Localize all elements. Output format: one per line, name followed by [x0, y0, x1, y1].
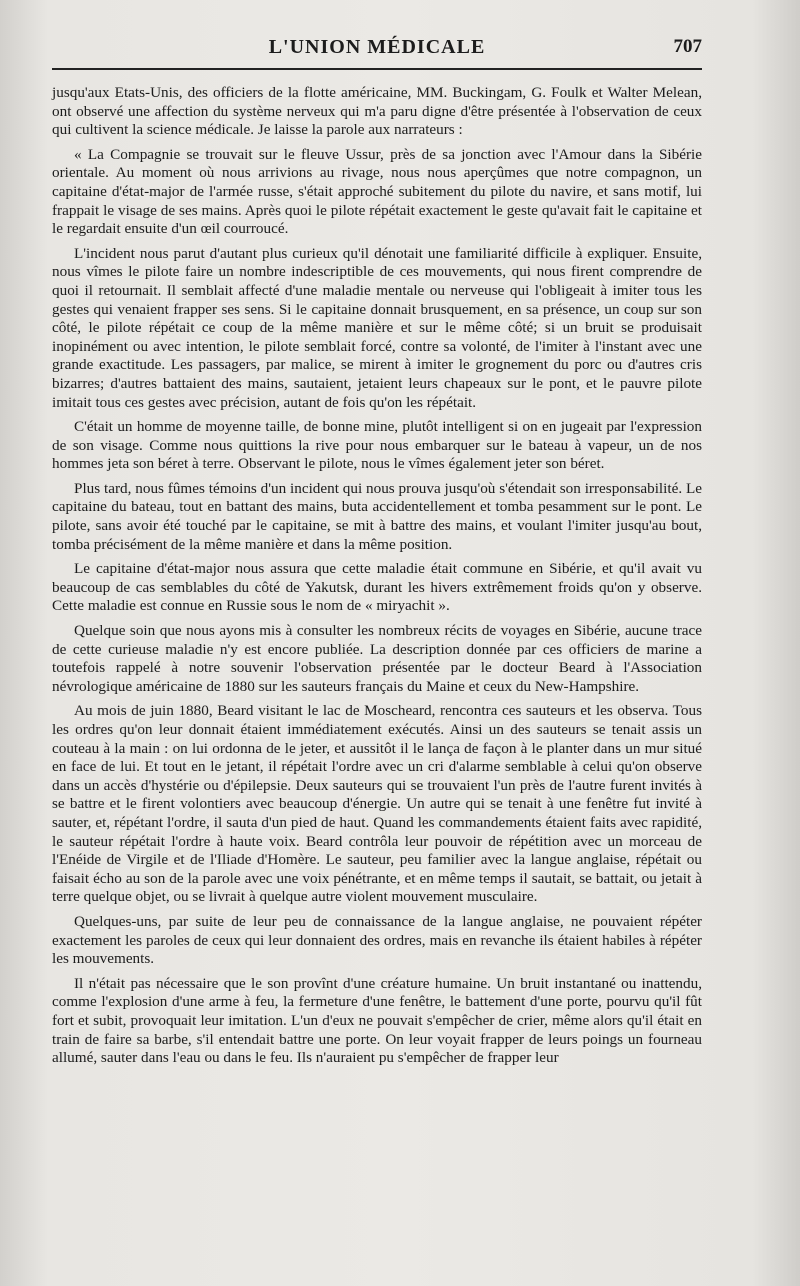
paragraph: Quelque soin que nous ayons mis à consulter les nombreux récits de voyages en Sibérie, aucune trace de cette curieuse maladie n'y est encore publiée. La description donnée par ces officiers de marine a toutefois rappelé à notre souvenir l'observation présentée par le docteur Beard à l'Association névrologique américaine de 1880 sur les sauteurs français du Maine et ceux du New-Hampshire. — [52, 622, 702, 695]
body-text — [52, 84, 702, 1068]
paragraph: jusqu'aux Etats-Unis, des officiers de la flotte américaine, MM. Buckingam, G. Foulk et Walter Melean, ont observé une affection du système nerveux qui m'a paru digne d'être présentée à l'observation de ceux qui cultivent la science médicale. Je laisse la parole aux narrateurs : — [52, 84, 702, 139]
paragraph: L'incident nous parut d'autant plus curieux qu'il dénotait une familiarité difficile à expliquer. Ensuite, nous vîmes le pilote faire un nombre indescriptible de ces mouvements, qui nous firent comprendre de quoi il retournait. Il semblait affecté d'une maladie mentale ou nerveuse qui l'obligeait à imiter tous les gestes qui venaient frapper ses sens. Si le capitaine donnait brusquement, en sa présence, un coup sur son côté, le pilote répétait ce coup de la même manière et sur le même côté; si un bruit se produisait inopinément ou avec intention, le pilote semblait forcé, contre sa volonté, de l'imiter à l'instant avec une grande exactitude. Les passagers, par malice, se mirent à imiter le grognement du porc ou d'autres cris bizarres; d'autres battaient des mains, sautaient, jetaient leurs chapeaux sur le pont, et le pauvre pilote imitait tous ces gestes avec précision, autant de fois qu'on les répétait. — [52, 244, 702, 411]
paragraph: C'était un homme de moyenne taille, de bonne mine, plutôt intelligent si on en jugeait par l'expression de son visage. Comme nous quittions la rive pour nous embarquer sur le bateau à vapeur, un de nos hommes jeta son béret à terre. Observant le pilote, nous le vîmes également jeter son béret. — [52, 418, 702, 473]
page-header — [52, 36, 702, 62]
paragraph: Il n'était pas nécessaire que le son provînt d'une créature humaine. Un bruit instantané ou inattendu, comme l'explosion d'une arme à feu, la fermeture d'une fenêtre, le battement d'une porte, pourvu qu'il fût fort et subit, provoquait leur imitation. L'un d'eux ne pouvait s'empêcher de crier, même alors qu'il était en train de faire sa barbe, s'il entendait battre une porte. On leur voyait frapper de leurs poings un fourneau allumé, sauter dans l'eau ou dans le feu. Ils n'auraient pu s'empêcher de frapper leur — [52, 974, 702, 1067]
paragraph: Au mois de juin 1880, Beard visitant le lac de Moscheard, rencontra ces sauteurs et les observa. Tous les ordres qu'on leur donnait étaient immédiatement exécutés. Ainsi un des sauteurs se tenait assis un couteau à la main : on lui ordonna de le jeter, et aussitôt il le lança de façon à le planter dans un mur situé en face de lui. Et tout en le jetant, il répétait l'ordre avec un cri d'alarme semblable à celui qu'on observe dans un accès d'hystérie ou d'épilepsie. Deux sauteurs qui se trouvaient l'un près de l'autre furent invités à se battre et le firent volontiers avec beaucoup d'énergie. Un autre qui se tenait à une fenêtre fut invité à sauter, et, répétant l'ordre, il sauta d'un pied de haut. Quand les commandements étaient faits avec rapidité, le sauteur répétait l'ordre à haute voix. Beard contrôla leur pouvoir de répétition avec un morceau de l'Enéide de Virgile et de l'Iliade d'Homère. Le sauteur, peu familier avec la langue anglaise, répétait ou faisait écho au son de la parole avec une voix pénétrante, et en même temps il sautait, se battait, ou jetait à terre quelque objet, ou se livrait à quelque autre violent mouvement musculaire. — [52, 702, 702, 906]
paragraph: Quelques-uns, par suite de leur peu de connaissance de la langue anglaise, ne pouvaient répéter exactement les paroles de ceux qui leur donnaient des ordres, mais en revanche ils étaient habiles à répéter les mouvements. — [52, 912, 702, 968]
header-rule — [52, 68, 702, 70]
paragraph: « La Compagnie se trouvait sur le fleuve Ussur, près de sa jonction avec l'Amour dans la Sibérie orientale. Au moment où nous arrivions au rivage, nous nous aperçûmes que notre compagnon, un capitaine d'état-major de l'armée russe, s'était approché subitement du pilote du navire, et sans motif, lui frappait le visage de ses mains. Après quoi le pilote répétait exactement le geste qu'avait fait le capitaine et le regardait ensuite d'un œil courroucé. — [52, 145, 702, 238]
paragraph: Plus tard, nous fûmes témoins d'un incident qui nous prouva jusqu'où s'étendait son irresponsabilité. Le capitaine du bateau, tout en battant des mains, buta accidentellement et tomba pesamment sur le pont. Le pilote, sans avoir été touché par le capitaine, se mit à battre des mains, et voulant l'imiter jusqu'au bout, tomba précisément de la même manière et dans la même position. — [52, 479, 702, 553]
running-title: L'UNION MÉDICALE — [268, 36, 486, 58]
paragraph: Le capitaine d'état-major nous assura que cette maladie était commune en Sibérie, et qu'il avait vu beaucoup de cas semblables du côté de Yakutsk, durant les hivers extrêmement froids qu'on y observe. Cette maladie est connue en Russie sous le nom de « miryachit ». — [52, 560, 702, 615]
page-number: 707 — [673, 36, 702, 57]
